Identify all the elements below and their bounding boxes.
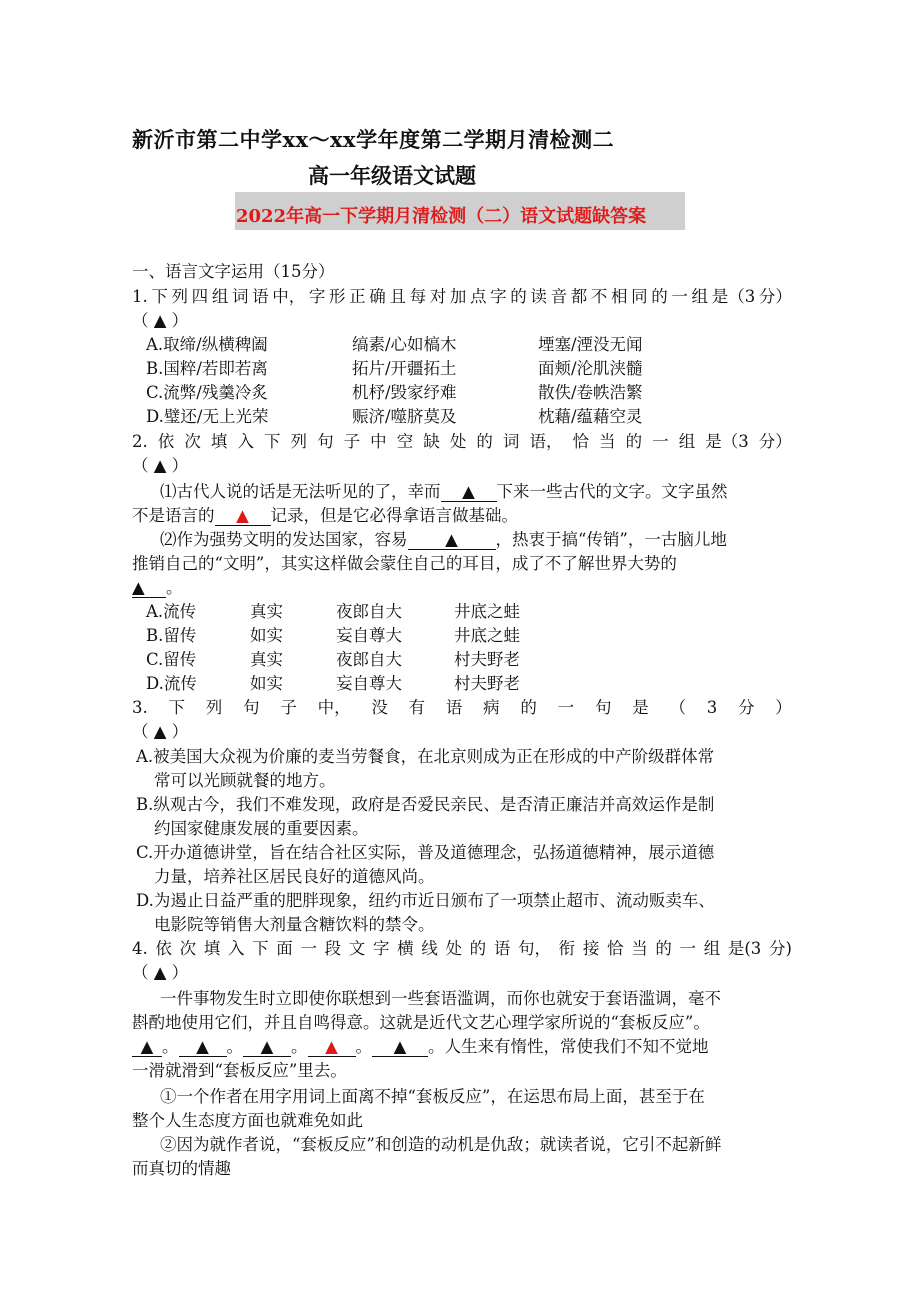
q2-option-c-col1: C.留传	[146, 650, 197, 669]
q4-answer-slot: （ ▲ ）	[132, 963, 189, 982]
q2-option-d-col3: 妄自尊大	[336, 674, 402, 693]
q2-option-a-col4: 井底之蛙	[454, 602, 520, 621]
q4-passage-line3: ▲ 。 ▲ 。 ▲ 。 ▲ 。 ▲ 。人生来有惰性，常使我们不知不觉地	[132, 1036, 709, 1058]
q2-blank-1[interactable]: ▲	[441, 483, 497, 502]
q1-answer-slot: （ ▲ ）	[132, 311, 189, 330]
q2-sentence2-line2: 推销自己的“文明”，其实这样做会蒙住自己的耳目，成了不了解世界大势的	[132, 554, 677, 573]
q2-sentence2-line1: ⑵作为强势文明的发达国家，容易 ▲ ，热衷于搞“传销”，一古脑儿地	[160, 530, 727, 549]
q2-option-d-col4: 村夫野老	[454, 674, 520, 693]
q3-option-b-line1: B.纵观古今，我们不难发现，政府是否爱民亲民、是否清正廉洁并高效运作是制	[136, 795, 715, 814]
q4-option1-line2: 整个人生态度方面也就难免如此	[132, 1111, 363, 1130]
q1-option-d-col1: D.璧还/无上光荣	[146, 407, 269, 426]
q2-option-d-col1: D.流传	[146, 674, 197, 693]
q3-stem: 3. 下 列 句 子 中， 没 有 语 病 的 一 句 是 （ 3 分 ）	[132, 698, 792, 717]
q2-sentence1-line1: ⑴古代人说的话是无法听见的了，幸而 ▲ 下来一些古代的文字。文字虽然	[160, 482, 728, 501]
q1-option-a-col2: 缟素/心如槁木	[352, 335, 457, 354]
q2-option-a-col1: A.流传	[146, 602, 197, 621]
q4-stem: 4. 依 次 填 入 下 面 一 段 文 字 横 线 处 的 语 句， 衔 接 恰 当 的 一 组 是(3 分)	[132, 939, 792, 958]
q2-option-a-col3: 夜郎自大	[336, 602, 402, 621]
q2-option-c-col2: 真实	[250, 650, 283, 669]
q4-passage-line1: 一件事物发生时立即使你联想到一些套语滥调，而你也就安于套语滥调，毫不	[160, 989, 721, 1008]
q1-stem: 1. 下 列 四 组 词 语 中， 字 形 正 确 且 每 对 加 点 字 的 读 音 都 不 相 同 的 一 组 是（3 分）	[132, 287, 792, 306]
exam-title: 新沂市第二中学xx～xx学年度第二学期月清检测二	[132, 127, 615, 152]
q3-option-c-line2: 力量，培养社区居民良好的道德风尚。	[154, 867, 435, 886]
q2-blank-3[interactable]: ▲	[408, 531, 496, 550]
q3-answer-slot: （ ▲ ）	[132, 722, 189, 741]
q1-option-b-col2: 拓片/开疆拓土	[352, 359, 457, 378]
q3-option-a-line1: A.被美国大众视为价廉的麦当劳餐食，在北京则成为正在形成的中产阶级群体常	[136, 747, 715, 766]
q4-blank-3[interactable]: ▲	[243, 1038, 291, 1057]
q1-option-a-col1: A.取缔/纵横稗阖	[146, 335, 268, 354]
q2-option-b-col2: 如实	[250, 626, 283, 645]
q4-option1-line1: ①一个作者在用字用词上面离不掉“套板反应”，在运思布局上面，甚至于在	[160, 1087, 705, 1106]
q2-option-a-col2: 真实	[250, 602, 283, 621]
q4-blank-5[interactable]: ▲	[372, 1038, 428, 1057]
q4-option2-line2: 而真切的情趣	[132, 1159, 231, 1178]
section-heading: 一、语言文字运用（15分）	[132, 262, 335, 281]
q1-option-b-col1: B.国粹/若即若离	[146, 359, 268, 378]
q3-option-d-line1: D.为遏止日益严重的肥胖现象，纽约市近日颁布了一项禁止超市、流动贩卖车、	[136, 891, 715, 910]
q3-option-d-line2: 电影院等销售大剂量含糖饮料的禁令。	[154, 915, 435, 934]
q2-option-b-col3: 妄自尊大	[336, 626, 402, 645]
q1-option-a-col3: 堙塞/湮没无闻	[538, 335, 643, 354]
q2-option-d-col2: 如实	[250, 674, 283, 693]
q4-blank-2[interactable]: ▲	[179, 1038, 227, 1057]
q4-passage-line2: 斟酌地使用它们，并且自鸣得意。这就是近代文艺心理学家所说的“套板反应”。	[132, 1013, 710, 1032]
q3-option-b-line2: 约国家健康发展的重要因素。	[154, 819, 369, 838]
q4-blank-1[interactable]: ▲	[132, 1038, 162, 1057]
q2-option-c-col3: 夜郎自大	[336, 650, 402, 669]
q1-option-c-col3: 散佚/卷帙浩繁	[538, 383, 643, 402]
q1-option-d-col2: 赈济/噬脐莫及	[352, 407, 457, 426]
q2-option-b-col1: B.留传	[146, 626, 197, 645]
banner-title: 2022年高一下学期月清检测（二）语文试题缺答案	[236, 206, 647, 227]
q2-stem: 2. 依 次 填 入 下 列 句 子 中 空 缺 处 的 词 语， 恰 当 的 一 组 是（3 分）	[132, 432, 792, 451]
q2-blank-2[interactable]: ▲	[215, 507, 271, 526]
q2-answer-slot: （ ▲ ）	[132, 456, 189, 475]
q2-blank-4[interactable]: ▲	[132, 579, 166, 598]
q1-option-c-col1: C.流弊/残羹冷炙	[146, 383, 268, 402]
q4-option2-line1: ②因为就作者说，“套板反应”和创造的动机是仇敌；就读者说，它引不起新鲜	[160, 1135, 722, 1154]
q4-blank-4[interactable]: ▲	[308, 1038, 356, 1057]
exam-subtitle: 高一年级语文试题	[308, 163, 476, 188]
q1-option-c-col2: 机杼/毁家纾难	[352, 383, 457, 402]
q1-option-b-col3: 面颊/沦肌浃髓	[538, 359, 643, 378]
q2-sentence2-line3: ▲ 。	[132, 578, 183, 597]
q2-option-c-col4: 村夫野老	[454, 650, 520, 669]
q2-sentence1-line2: 不是语言的 ▲ 记录，但是它必得拿语言做基础。	[132, 506, 518, 525]
q3-option-c-line1: C.开办道德讲堂，旨在结合社区实际，普及道德理念，弘扬道德精神，展示道德	[136, 843, 715, 862]
q1-option-d-col3: 枕藉/蕴藉空灵	[538, 407, 643, 426]
q3-option-a-line2: 常可以光顾就餐的地方。	[154, 771, 336, 790]
q2-option-b-col4: 井底之蛙	[454, 626, 520, 645]
q4-passage-line4: 一滑就滑到“套板反应”里去。	[132, 1061, 347, 1080]
